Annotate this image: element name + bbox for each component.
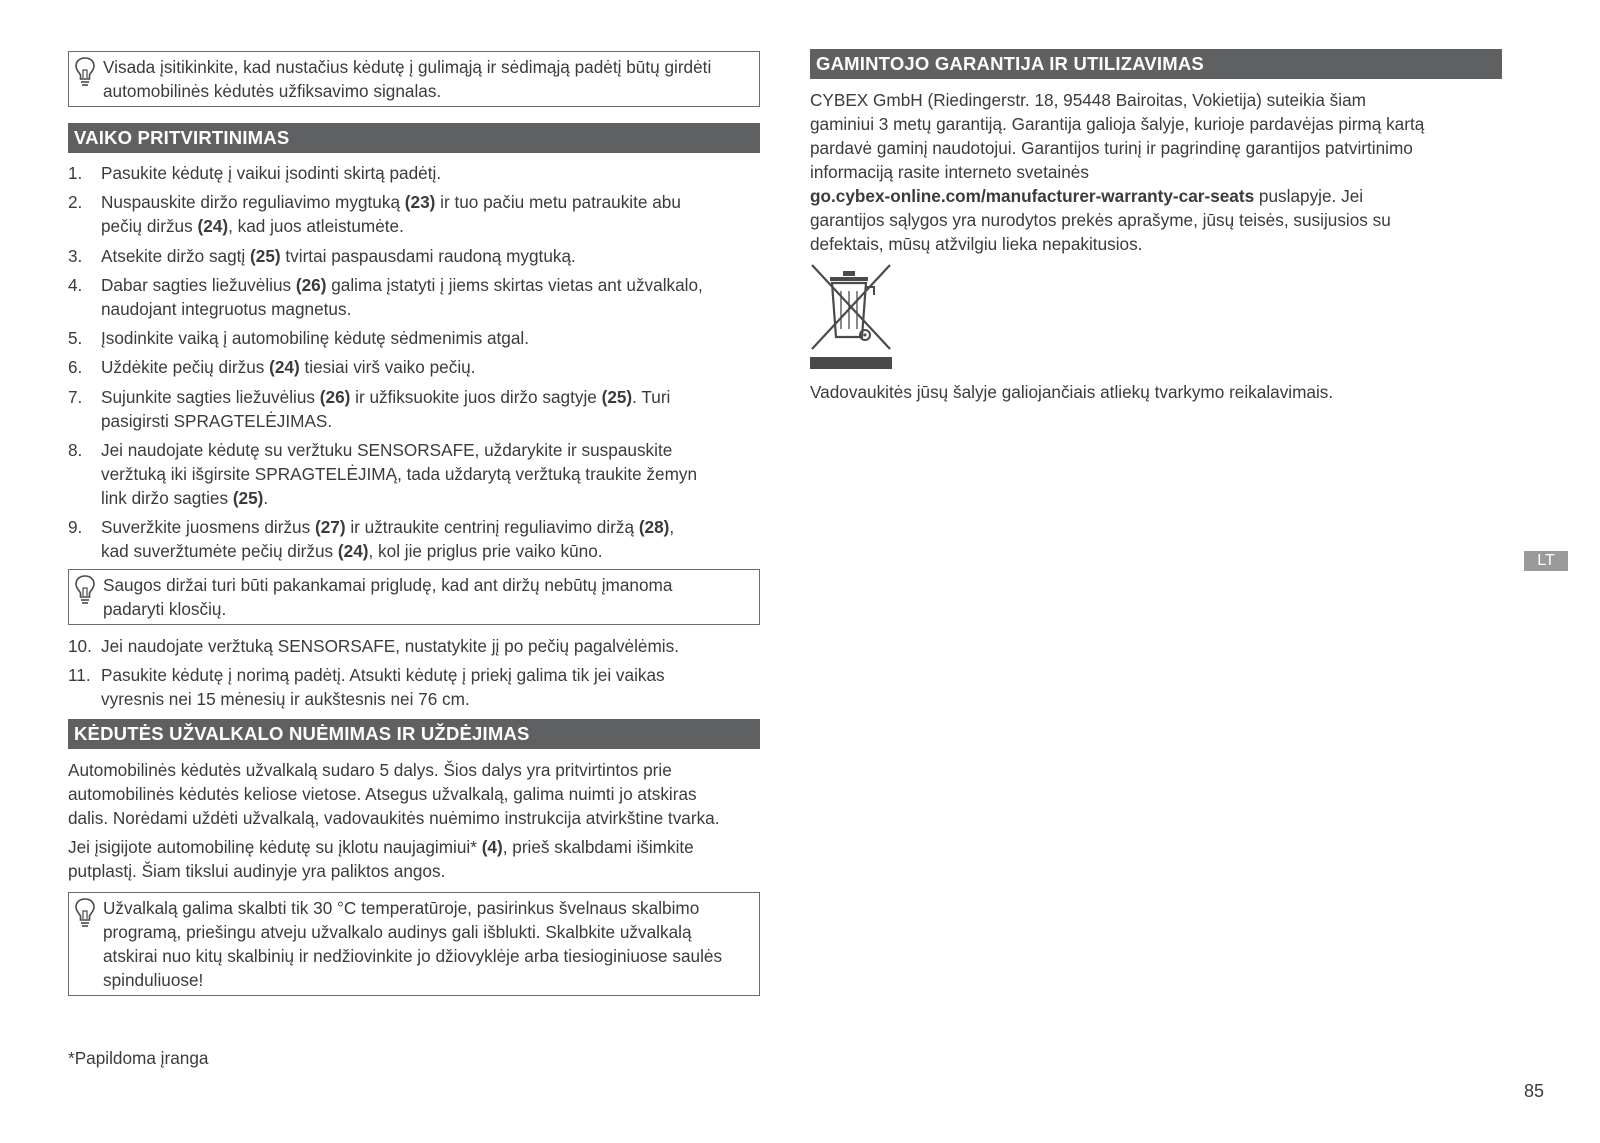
step-text-line xyxy=(101,273,760,297)
list-item xyxy=(68,326,760,350)
list-item xyxy=(68,244,760,268)
list-item xyxy=(68,438,760,510)
cover-paragraph-2 xyxy=(68,835,760,883)
para-line: gaminiui 3 metų garantiją. Garantija galioja šalyje, kurioje pardavėjas pirmą kartą xyxy=(810,114,1425,134)
step-text: kad suveržtumėte pečių diržus xyxy=(101,541,338,562)
step-number: 4. xyxy=(68,274,83,295)
step-number: 9. xyxy=(68,517,83,538)
part-ref: (24) xyxy=(269,357,300,378)
footnote: *Papildoma įranga xyxy=(68,1048,209,1068)
warranty-paragraph xyxy=(810,88,1502,256)
part-ref: (25) xyxy=(232,488,264,509)
list-item xyxy=(68,161,760,185)
note-line: Visada įsitikinkite, kad nustačius kėdutę į gulimąją ir sėdimąją padėtį būtų girdėti xyxy=(103,57,712,77)
note-box-belt-folds xyxy=(68,569,760,625)
step-text: ir užfiksuokite juos diržo sagtyje xyxy=(350,386,602,407)
note-line: atskirai nuo kitų skalbinių ir nedžiovinkite jo džiovyklėje arba tiesioginiuose saulės xyxy=(103,945,723,966)
step-text: tvirtai paspausdami raudoną mygtuką. xyxy=(280,245,576,266)
part-ref: (26) xyxy=(319,386,351,407)
para-line: putplastį. Šiam tikslui audinyje yra paliktos angos. xyxy=(68,860,446,881)
part-ref: (24) xyxy=(337,541,369,562)
section-header-child-fastening: VAIKO PRITVIRTINIMAS xyxy=(68,123,760,153)
list-item xyxy=(68,385,760,433)
part-ref: (27) xyxy=(314,517,346,538)
step-number: 2. xyxy=(68,192,83,213)
step-number: 5. xyxy=(68,328,83,349)
para-line: automobilinės kėdutės keliose vietose. Atsegus užvalkalą, galima nuimti jo atskiras xyxy=(68,783,697,804)
part-ref: (24) xyxy=(197,216,229,237)
section-header-cover-removal: KĖDUTĖS UŽVALKALO NUĖMIMAS IR UŽDĖJIMAS xyxy=(68,719,760,749)
step-text: Suveržkite juosmens diržus xyxy=(101,517,315,538)
para-line: dalis. Norėdami uždėti užvalkalą, vadovaukitės nuėmimo instrukcija atvirkštine tvarka. xyxy=(68,807,720,828)
language-tab: LT xyxy=(1524,551,1568,571)
step-text-line xyxy=(101,515,760,539)
para-line: informaciją rasite interneto svetainės xyxy=(810,162,1089,182)
step-text: . xyxy=(263,488,269,509)
step-text: naudojant integruotus magnetus. xyxy=(101,298,352,319)
list-item xyxy=(68,190,760,238)
step-text: galima įstatyti į jiems skirtas vietas ant užvalkalo, xyxy=(326,274,703,295)
step-text: Uždėkite pečių diržus xyxy=(101,357,270,378)
step-text: Pasukite kėdutę į norimą padėtį. Atsukti kėdutę į priekį galima tik jei vaikas xyxy=(101,664,665,685)
list-item xyxy=(68,634,760,658)
note-line: spinduliuose! xyxy=(103,969,204,990)
note-line: Saugos diržai turi būti pakankamai prigludę, kad ant diržų nebūtų įmanoma xyxy=(103,574,673,595)
step-number: 8. xyxy=(68,440,83,461)
cover-paragraph-1 xyxy=(68,758,760,830)
disposal-text xyxy=(810,380,1333,404)
step-text: Įsodinkite vaiką į automobilinę kėdutę sėdmenimis atgal. xyxy=(101,328,530,349)
list-item xyxy=(68,663,760,711)
step-text: ir tuo pačiu metu patraukite abu xyxy=(435,192,681,213)
step-text-line xyxy=(101,355,760,379)
warranty-url[interactable]: go.cybex-online.com/manufacturer-warranty-car-seats xyxy=(810,186,1255,206)
step-text: Sujunkite sagties liežuvėlius xyxy=(101,386,320,407)
step-text-line xyxy=(101,486,760,510)
step-text: , xyxy=(669,517,675,538)
right-column xyxy=(810,49,1502,256)
part-ref: (26) xyxy=(295,274,327,295)
step-text: Pasukite kėdutę į vaikui įsodinti skirtą padėtį. xyxy=(101,163,442,183)
step-text: tiesiai virš vaiko pečių. xyxy=(299,357,476,378)
step-text: Nuspauskite diržo reguliavimo mygtuką xyxy=(101,192,405,213)
step-text-line xyxy=(101,244,760,268)
section-header-warranty: GAMINTOJO GARANTIJA IR UTILIZAVIMAS xyxy=(810,49,1502,79)
list-item xyxy=(68,515,760,563)
list-item xyxy=(68,355,760,379)
para-line: pardavė gaminį naudotojui. Garantijos turinį ir pagrindinę garantijos patvirtinimo xyxy=(810,138,1413,158)
part-ref: (25) xyxy=(250,245,281,266)
step-text: pečių diržus xyxy=(101,216,198,237)
step-number: 10. xyxy=(68,635,92,656)
fastening-steps-continued xyxy=(68,634,760,711)
left-column xyxy=(68,51,760,996)
step-text-line xyxy=(101,539,760,563)
step-text: link diržo sagties xyxy=(101,488,233,509)
para-text: Jei įsigijote automobilinę kėdutę su įklotu naujagimiui* xyxy=(68,836,482,857)
part-ref: (4) xyxy=(481,836,503,857)
step-text-line xyxy=(101,385,760,409)
note-line: Užvalkalą galima skalbti tik 30 °C temperatūroje, pasirinkus švelnaus skalbimo xyxy=(103,897,700,918)
step-number: 11. xyxy=(68,664,91,685)
note-line: padaryti klosčių. xyxy=(103,598,227,619)
page-number: 85 xyxy=(1524,1081,1545,1101)
step-text-line xyxy=(101,190,760,214)
step-text-line xyxy=(101,214,760,238)
lightbulb-icon xyxy=(73,55,97,89)
step-number: 1. xyxy=(68,163,83,183)
para-line: Automobilinės kėdutės užvalkalą sudaro 5 dalys. Šios dalys yra pritvirtintos prie xyxy=(68,759,672,780)
para-line: garantijos sąlygos yra nurodytos prekės aprašyme, jūsų teisės, susijusios su xyxy=(810,210,1391,230)
para-text: , prieš skalbdami išimkite xyxy=(502,836,694,857)
part-ref: (23) xyxy=(404,192,436,213)
para-line: Vadovaukitės jūsų šalyje galiojančiais atliekų tvarkymo reikalavimais. xyxy=(810,382,1334,402)
note-box-seat-click xyxy=(68,51,760,107)
step-text: vyresnis nei 15 mėnesių ir aukštesnis nei 76 cm. xyxy=(101,688,470,709)
lightbulb-icon xyxy=(73,573,97,607)
para-line xyxy=(810,184,1502,208)
step-text: Jei naudojate kėdutę su veržtuku SENSORSAFE, uždarykite ir suspauskite xyxy=(101,440,673,461)
lightbulb-icon xyxy=(73,896,97,930)
step-number: 7. xyxy=(68,386,83,407)
para-line: defektais, mūsų atžvilgiu lieka nepakitusios. xyxy=(810,234,1143,254)
list-item xyxy=(68,273,760,321)
step-number: 6. xyxy=(68,357,83,378)
note-line: programą, priešingu atveju užvalkalo audinys gali išblukti. Skalbkite užvalkalą xyxy=(103,921,692,942)
step-text: Atsekite diržo sagtį xyxy=(101,245,251,266)
note-line: automobilinės kėdutės užfiksavimo signalas. xyxy=(103,81,442,101)
step-number: 3. xyxy=(68,245,83,266)
weee-crossed-bin-icon xyxy=(810,263,892,371)
fastening-steps-list xyxy=(68,161,760,563)
step-text: Dabar sagties liežuvėlius xyxy=(101,274,296,295)
para-line: CYBEX GmbH (Riedingerstr. 18, 95448 Bairoitas, Vokietija) suteikia šiam xyxy=(810,90,1366,110)
step-text: ir užtraukite centrinį reguliavimo diržą xyxy=(345,517,639,538)
step-text: veržtuką iki išgirsite SPRAGTELĖJIMĄ, tada uždarytą veržtuką traukite žemyn xyxy=(101,464,698,485)
part-ref: (28) xyxy=(638,517,670,538)
step-text: pasigirsti SPRAGTELĖJIMAS. xyxy=(101,410,333,431)
step-text: Jei naudojate veržtuką SENSORSAFE, nustatykite jį po pečių pagalvėlėmis. xyxy=(101,635,679,656)
para-line xyxy=(68,835,760,859)
note-box-washing xyxy=(68,892,760,996)
para-text: puslapyje. Jei xyxy=(1254,186,1364,206)
step-text: , kol jie priglus prie vaiko kūno. xyxy=(368,541,603,562)
step-text: , kad juos atleistumėte. xyxy=(228,216,404,237)
step-text: . Turi xyxy=(632,386,671,407)
part-ref: (25) xyxy=(601,386,633,407)
